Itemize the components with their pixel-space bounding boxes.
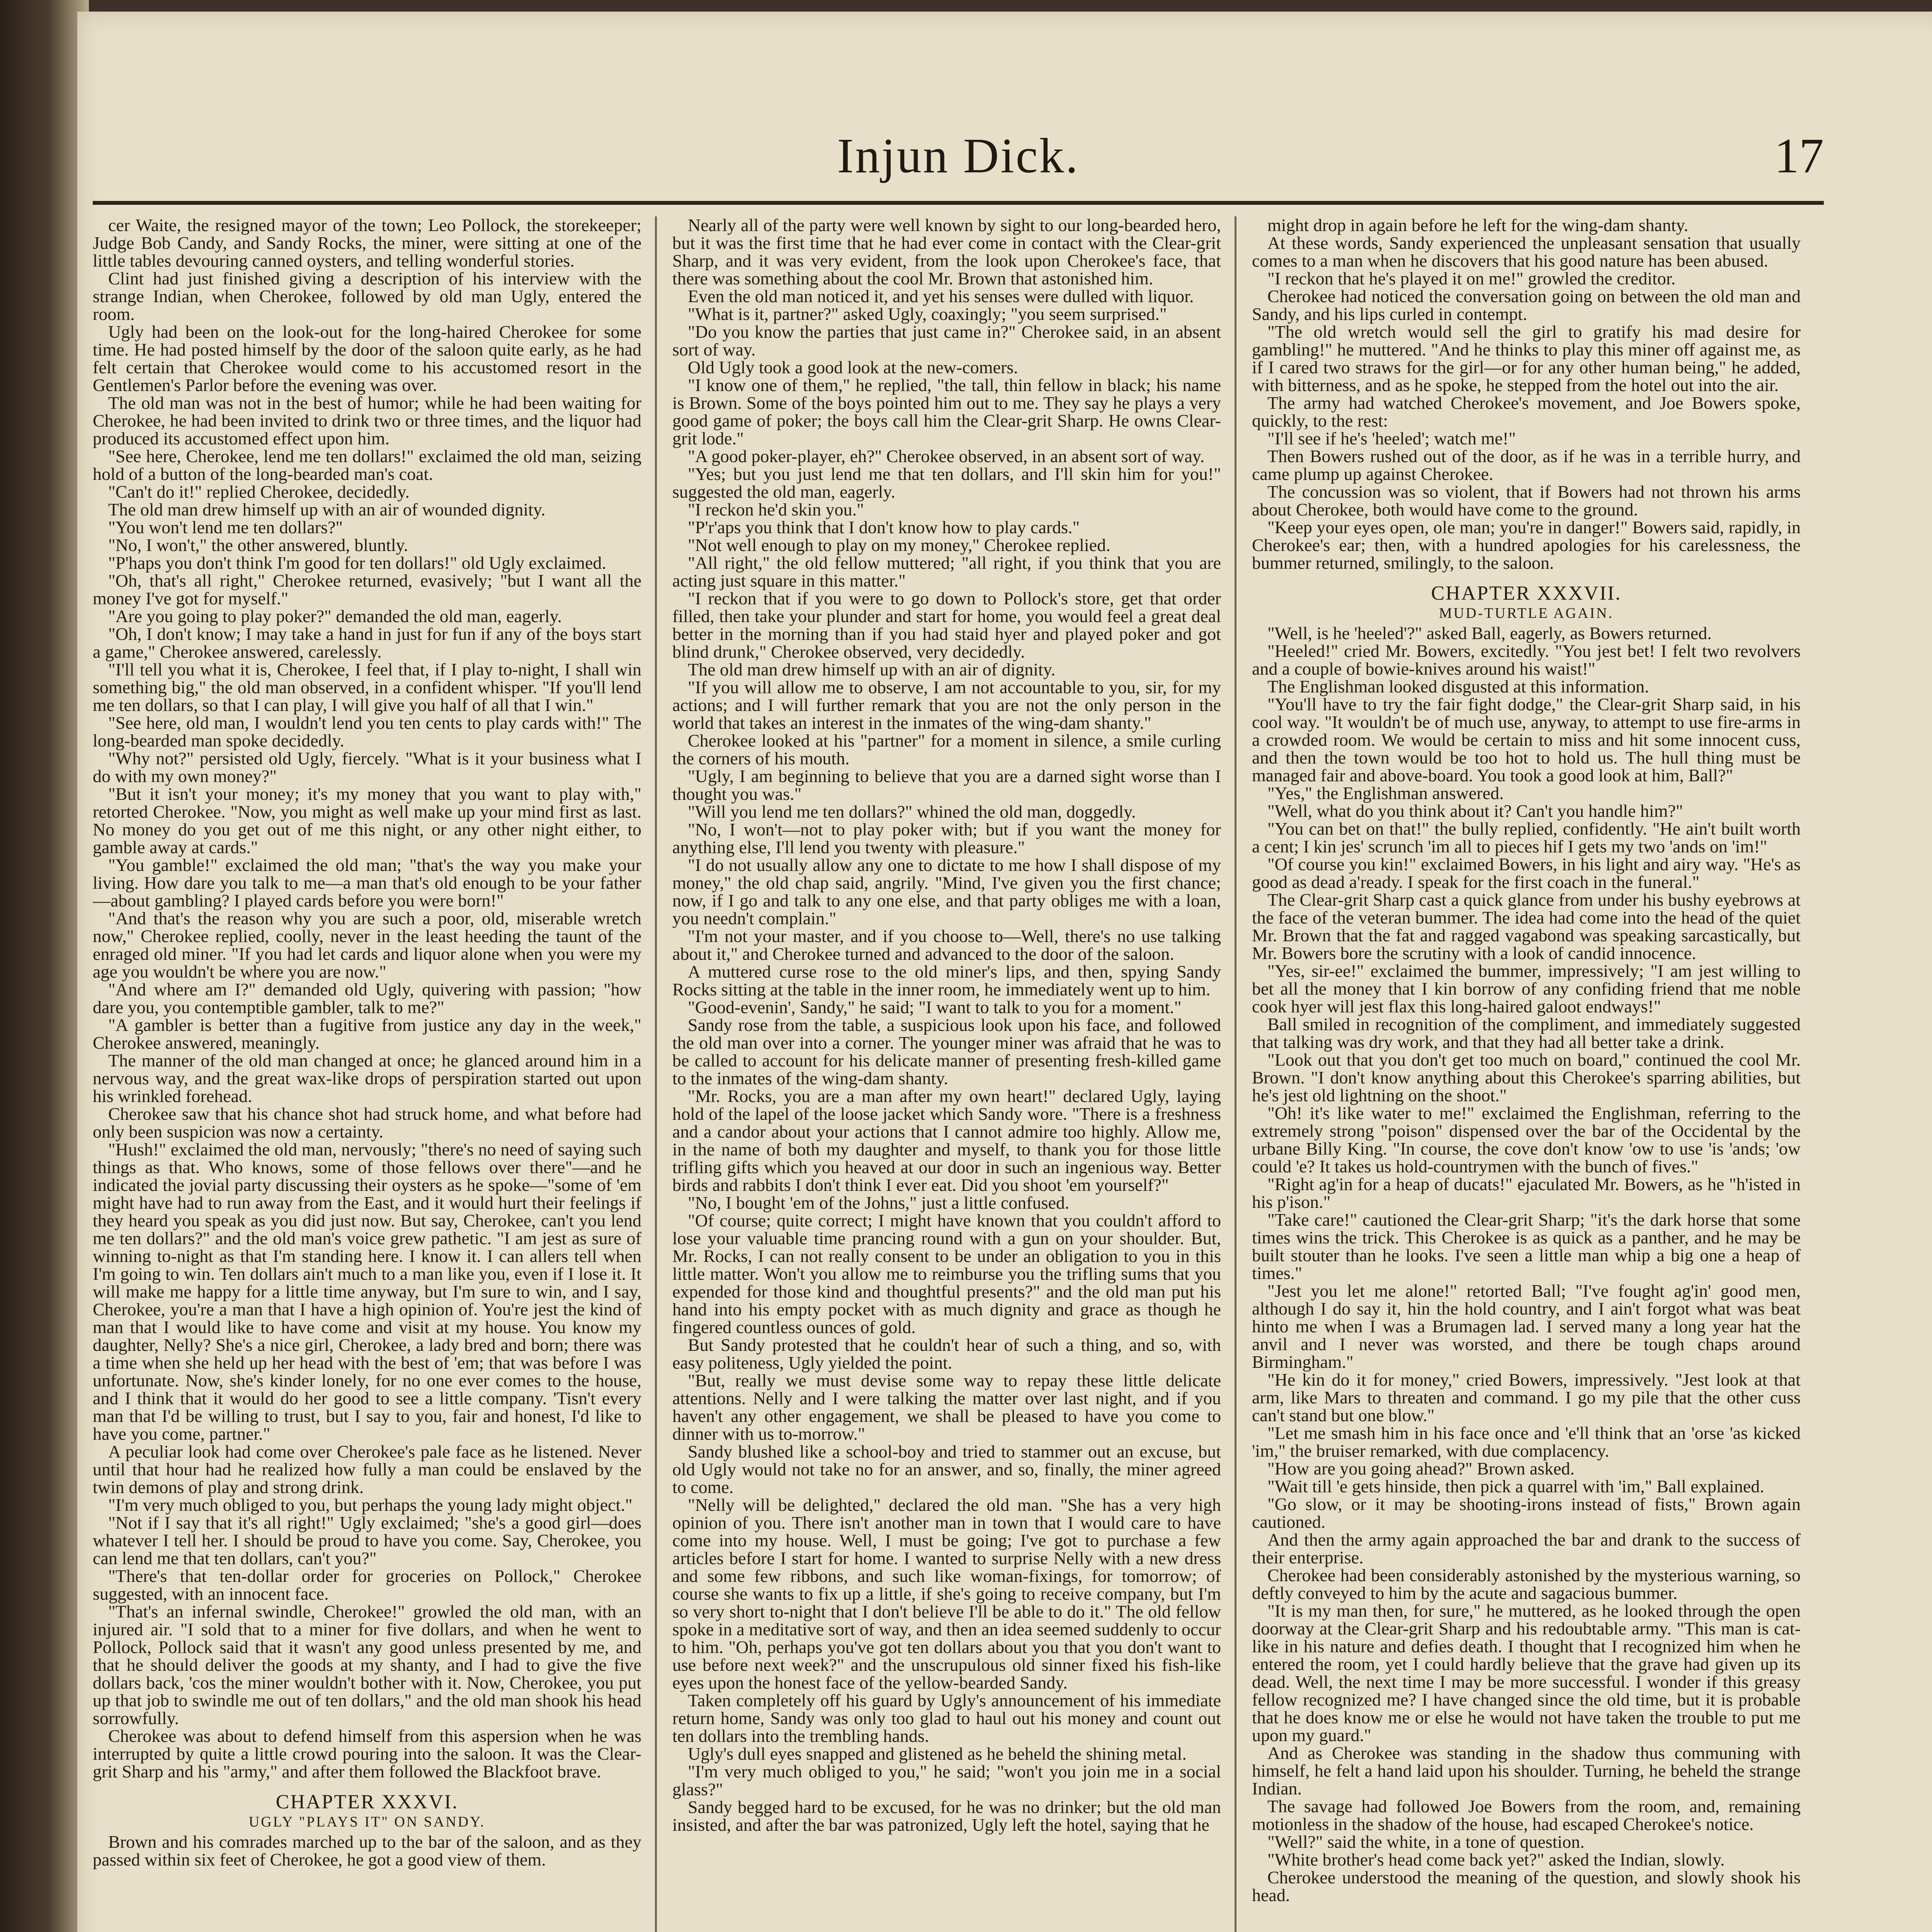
paragraph: The old man drew himself up with an air of dignity. — [688, 660, 1056, 679]
paragraph: "Go slow, or it may be shooting-irons instead of fists," Brown again cautioned. — [1252, 1494, 1801, 1532]
paragraph: "Well, is he 'heeled'?" asked Ball, eagerly, as Bowers returned. — [1267, 623, 1712, 643]
paragraph: "I reckon that he's played it on me!" growled the creditor. — [1267, 269, 1676, 288]
paragraph: "I'm very much obliged to you, but perhaps the young lady might object." — [108, 1495, 633, 1515]
paragraph: "Keep your eyes open, ole man; you're in danger!" Bowers said, rapidly, in Cherokee's ear; then, with a hundred apologies for his carelessness, the bummer returned, smilingly, to the saloon. — [1252, 517, 1801, 573]
paragraph: "Do you know the parties that just came in?" Cherokee said, in an absent sort of way. — [672, 322, 1221, 359]
paragraph: "I'm very much obliged to you," he said; "won't you join me in a social glass?" — [672, 1762, 1221, 1799]
page-number: 17 — [1774, 128, 1824, 183]
paragraph: "But, really we must devise some way to repay these little delicate attentions. Nelly and I were talking the matter over last night, and if you haven't any other engagement, we shall be pleased to have you come to dinner with us to-morrow." — [672, 1371, 1221, 1444]
paragraph: Cherokee was about to defend himself from this aspersion when he was interrupted by quite a little crowd pouring into the saloon. It was the Clear-grit Sharp and his "army," and after them followed the Blackfoot brave. — [93, 1726, 641, 1781]
header-rule — [93, 201, 1824, 205]
paragraph: Cherokee saw that his chance shot had struck home, and what before had only been suspicion was now a certainty. — [93, 1104, 641, 1141]
paragraph: The Clear-grit Sharp cast a quick glance from under his bushy eyebrows at the face of the veteran bummer. The idea had come into the head of the quiet Mr. Brown that the fat and ragged vagabond was speaking sarcastically, but Mr. Bowers bore the scrutiny with a look of candid innocence. — [1252, 890, 1801, 963]
paragraph: "You gamble!" exclaimed the old man; "that's the way you make your living. How dare you talk to me—a man that's old enough to be your father—about gambling? I played cards before you were born!" — [93, 855, 641, 910]
paragraph: "All right," the old fellow muttered; "all right, if you think that you are acting just square in this matter." — [672, 553, 1221, 590]
paragraph: But Sandy protested that he couldn't hear of such a thing, and so, with easy politeness, Ugly yielded the point. — [672, 1335, 1221, 1372]
paragraph: "No, I won't," the other answered, bluntly. — [108, 535, 408, 555]
paragraph: "See here, Cherokee, lend me ten dollars!" exclaimed the old man, seizing hold of a button of the long-bearded man's coat. — [93, 446, 641, 484]
paragraph: The old man was not in the best of humor; while he had been waiting for Cherokee, he had been invited to drink two or three times, and the liquor had produced its accustomed effect upon him. — [93, 393, 641, 448]
paragraph: "How are you going ahead?" Brown asked. — [1267, 1459, 1575, 1478]
paragraph: Sandy rose from the table, a suspicious look upon his face, and followed the old man over into a corner. The younger miner was afraid that he was to be called to account for his delicate manner of presenting fresh-killed game to the inmates of the wing-dam shanty. — [672, 1015, 1221, 1088]
paragraph: "Look out that you don't get too much on board," continued the cool Mr. Brown. "I don't know anything about this Cherokee's sparring abilities, but he's jest old lightning on the shoot." — [1252, 1050, 1801, 1105]
paragraph: "Oh, that's all right," Cherokee returned, evasively; "but I want all the money I've got for myself." — [93, 571, 641, 608]
paragraph: And then the army again approached the bar and drank to the success of their enterprise. — [1252, 1530, 1801, 1567]
paragraph: "No, I won't—not to play poker with; but if you want the money for anything else, I'll lend you twenty with pleasure." — [672, 820, 1221, 857]
running-title: Injun Dick. — [837, 128, 1080, 183]
paragraph: "Let me smash him in his face once and 'e'll think that an 'orse 'as kicked 'im," the bruiser remarked, with due complacency. — [1252, 1423, 1801, 1461]
paragraph: "Yes, sir-ee!" exclaimed the bummer, impressively; "I am jest willing to bet all the money that I kin borrow of any confiding friend that me noble cook hyer will jest flax this long-haired galoot endways!" — [1252, 961, 1801, 1016]
paragraph: The Englishman looked disgusted at this information. — [1267, 677, 1649, 696]
paragraph: "No, I bought 'em of the Johns," just a little confused. — [688, 1193, 1070, 1213]
paragraph: "But it isn't your money; it's my money that you want to play with," retorted Cherokee. "Now, you might as well make up your mind first as last. No money do you get out of me this night, or any other night either, to gamble away at cards." — [93, 784, 641, 857]
paragraph: The savage had followed Joe Bowers from the room, and, remaining motionless in the shadow of the house, had escaped Cherokee's notice. — [1252, 1796, 1801, 1834]
chapter-heading: CHAPTER XXXVII. — [1431, 582, 1622, 604]
paragraph: The concussion was so violent, that if Bowers had not thrown his arms about Cherokee, both would have come to the ground. — [1252, 482, 1801, 519]
paragraph: "It is my man then, for sure," he muttered, as he looked through the open doorway at the Clear-grit Sharp and his redoubtable army. "This man is cat-like in his nature and defies death. I thought that I recognized him when he entered the room, yet I could hardly believe that the grave had given up its dead. Well, the next time I may be more successful. I wonder if this greasy fellow recognized me? I have changed since the old time, but it is probable that he does know me or else he would not have taken the trouble to put me upon my guard." — [1252, 1601, 1801, 1745]
paragraph: "And where am I?" demanded old Ugly, quivering with passion; "how dare you, you contemptible gambler, talk to me?" — [93, 980, 641, 1017]
paragraph: "Why not?" persisted old Ugly, fiercely. "What is it your business what I do with my own money?" — [93, 748, 641, 786]
paragraph: "You'll have to try the fair fight dodge," the Clear-grit Sharp said, in his cool way. "It wouldn't be of much use, anyway, to attempt to use fire-arms in a crowded room. We would be certain to miss and hit some innocent cuss, and then the town would be too hot to hold us. The hull thing must be managed fair and above-board. You took a good look at him, Ball?" — [1252, 694, 1801, 785]
paragraph: "Well?" said the white, in a tone of question. — [1267, 1832, 1585, 1852]
paragraph: "There's that ten-dollar order for groceries on Pollock," Cherokee suggested, with an innocent face. — [93, 1566, 641, 1604]
paragraph: "I reckon that if you were to go down to Pollock's store, get that order filled, then take your plunder and start for home, you would feel a great deal better in the morning than if you had staid hyer and played poker and got blind drunk," Cherokee observed, very decidedly. — [672, 588, 1221, 662]
paragraph: "What is it, partner?" asked Ugly, coaxingly; "you seem surprised." — [688, 304, 1167, 324]
text-column-left — [93, 216, 641, 1932]
paragraph: "Can't do it!" replied Cherokee, decidedly. — [108, 482, 410, 502]
paragraph: Sandy begged hard to be excused, for he was no drinker; but the old man insisted, and after the bar was patronized, Ugly left the hotel, saying that he — [672, 1797, 1221, 1835]
paragraph: The old man drew himself up with an air of wounded dignity. — [108, 500, 546, 519]
paragraph: "Well, what do you think about it? Can't you handle him?" — [1267, 801, 1683, 821]
paragraph: Ugly had been on the look-out for the long-haired Cherokee for some time. He had posted himself by the door of the saloon quite early, as he had felt certain that Cherokee would come to his accustomed resort in the Gentlemen's Parlor before the evening was over. — [93, 322, 641, 395]
paragraph: "He kin do it for money," cried Bowers, impressively. "Jest look at that arm, like Mars to threaten and command. I go my pile that the other cuss can't stand but one blow." — [1252, 1370, 1801, 1425]
page-header — [93, 128, 1824, 189]
paragraph: "You can bet on that!" the bully replied, confidently. "He ain't built worth a cent; I kin jes' scrunch 'im all to pieces hif I gets my two 'ands on 'im!" — [1252, 819, 1801, 856]
column-divider — [655, 216, 657, 1932]
paragraph: At these words, Sandy experienced the unpleasant sensation that usually comes to a man when he discovers that his good nature has been abused. — [1252, 233, 1801, 270]
paragraph: "See here, old man, I wouldn't lend you ten cents to play cards with!" The long-bearded man spoke decidedly. — [93, 713, 641, 750]
book-spine — [0, 0, 89, 1932]
paragraph: Brown and his comrades marched up to the bar of the saloon, and as they passed within six feet of Cherokee, he got a good view of them. — [93, 1832, 641, 1869]
paragraph: "Are you going to play poker?" demanded the old man, eagerly. — [108, 606, 562, 626]
paragraph: "Take care!" cautioned the Clear-grit Sharp; "it's the dark horse that some times wins the trick. This Cherokee is as quick as a panther, and he may be built stouter than he looks. I've seen a little man whip a big one a heap of times." — [1252, 1210, 1801, 1283]
paragraph: cer Waite, the resigned mayor of the town; Leo Pollock, the storekeeper; Judge Bob Candy, and Sandy Rocks, the miner, were sitting at one of the little tables devouring canned oysters, and telling wonderful stories. — [93, 216, 641, 270]
paragraph: The army had watched Cherokee's movement, and Joe Bowers spoke, quickly, to the rest: — [1252, 393, 1801, 430]
paragraph: Cherokee had noticed the conversation going on between the old man and Sandy, and his lips curled in contempt. — [1252, 286, 1801, 324]
paragraph: "Oh, I don't know; I may take a hand in just for fun if any of the boys start a game," Cherokee answered, carelessly. — [93, 624, 641, 662]
paragraph: "Yes," the Englishman answered. — [1267, 783, 1504, 803]
paragraph: "If you will allow me to observe, I am not accountable to you, sir, for my actions; and I will further remark that you are not the only person in the world that takes an interest in the inmates of the wing-dam shanty." — [672, 677, 1221, 733]
paragraph: "Yes; but you just lend me that ten dollars, and I'll skin him for you!" suggested the old man, eagerly. — [672, 464, 1221, 502]
column-divider — [1235, 216, 1236, 1932]
paragraph: Cherokee had been considerably astonished by the mysterious warning, so deftly conveyed to him by the acute and sagacious bummer. — [1252, 1565, 1801, 1603]
chapter-heading: CHAPTER XXXVI. — [276, 1791, 459, 1813]
paragraph: "I know one of them," he replied, "the tall, thin fellow in black; his name is Brown. Some of the boys pointed him out to me. They say he plays a very good game of poker; the boys call him the Clear-grit Sharp. He owns Clear-grit lode." — [672, 375, 1221, 448]
paragraph: "Good-evenin', Sandy," he said; "I want to talk to you for a moment." — [688, 997, 1182, 1017]
paragraph: "White brother's head come back yet?" asked the Indian, slowly. — [1267, 1850, 1725, 1869]
chapter-subtitle: UGLY "PLAYS IT" ON SANDY. — [248, 1814, 486, 1830]
paragraph: And as Cherokee was standing in the shadow thus communing with himself, he felt a hand laid upon his shoulder. Turning, he beheld the strange Indian. — [1252, 1743, 1801, 1798]
paragraph: Cherokee understood the meaning of the question, and slowly shook his head. — [1252, 1867, 1801, 1905]
paragraph: "I'll see if he's 'heeled'; watch me!" — [1267, 429, 1516, 448]
paragraph: "I do not usually allow any one to dictate to me how I shall dispose of my money," the old chap said, angrily. "Mind, I've given you the first chance; now, if I go and talk to any one else, and that party obliges me with a loan, you needn't complain." — [672, 855, 1221, 928]
paragraph: A peculiar look had come over Cherokee's pale face as he listened. Never until that hour had he realized how fully a man could be enslaved by the twin demons of play and strong drink. — [93, 1442, 641, 1497]
paragraph: "Of course; quite correct; I might have known that you couldn't afford to lose your valuable time prancing round with a gun on your shoulder. But, Mr. Rocks, I can not really consent to be under an obligation to you in this little matter. Won't you allow me to reimburse you the trifling sums that you expended for those kind and thoughtful presents?" and the old man put his hand into his empty pocket with as much dignity and grace as though he fingered countless ounces of gold. — [672, 1211, 1221, 1337]
paragraph: "A good poker-player, eh?" Cherokee observed, in an absent sort of way. — [688, 446, 1205, 466]
paragraph: Cherokee looked at his "partner" for a moment in silence, a smile curling the corners of his mouth. — [672, 731, 1221, 768]
paragraph: A muttered curse rose to the old miner's lips, and then, spying Sandy Rocks sitting at the table in the inner room, he immediately went up to him. — [672, 962, 1221, 999]
paragraph: "Mr. Rocks, you are a man after my own heart!" declared Ugly, laying hold of the lapel of the loose jacket which Sandy wore. "There is a freshness and a candor about your actions that I cannot admire too highly. Allow me, in the name of both my daughter and myself, to thank you for those little trifling gifts which you heaved at our door in such an ingenious way. Better birds and rabbits I don't think I ever eat. Did you shoot 'em yourself?" — [672, 1086, 1221, 1195]
paragraph: "Will you lend me ten dollars?" whined the old man, doggedly. — [688, 802, 1136, 821]
paragraph: "Wait till 'e gets hinside, then pick a quarrel with 'im," Ball explained. — [1267, 1476, 1764, 1496]
paragraph: "That's an infernal swindle, Cherokee!" growled the old man, with an injured air. "I sold that to a miner for five dollars, and when he went to Pollock, Pollock said that it wasn't any good unless presented by me, and that he should deliver the goods at my shanty, and I had to give the five dollars back, 'cos the miner wouldn't bother with it. Now, Cherokee, you put up that job to swindle me out of ten dollars," and the old man shook his head sorrowfully. — [93, 1602, 641, 1728]
paragraph: "Ugly, I am beginning to believe that you are a darned sight worse than I thought you was." — [672, 766, 1221, 804]
paragraph: "I'll tell you what it is, Cherokee, I feel that, if I play to-night, I shall win something big," the old man observed, in a confident whisper. "If you'll lend me ten dollars, so that I can play, I will give you half of all that I win." — [93, 660, 641, 715]
paragraph: "Heeled!" cried Mr. Bowers, excitedly. "You jest bet! I felt two revolvers and a couple of bowie-knives around his waist!" — [1252, 641, 1801, 679]
paragraph: "You won't lend me ten dollars?" — [108, 517, 343, 537]
paragraph: "P'r'aps you think that I don't know how to play cards." — [688, 517, 1080, 537]
paragraph: "Not if I say that it's all right!" Ugly exclaimed; "she's a good girl—does whatever I tell her. I should be proud to have you come. Say, Cherokee, you can lend me that ten dollars, can't you?" — [93, 1513, 641, 1568]
paragraph: "Nelly will be delighted," declared the old man. "She has a very high opinion of you. There isn't another man in town that I would care to have come into my house. Well, I must be going; I've got to purchase a few articles before I start for home. I wanted to surprise Nelly with a new dress and some few ribbons, and such like woman-fixings, for tomorrow; of course she wants to fix up a little, if she's going to receive company, but I'm so very short to-night that I don't believe I'll be able to do it." The old fellow spoke in a meditative sort of way, and then an idea seemed suddenly to occur to him. "Oh, perhaps you've got ten dollars about you that you don't want to use before next week?" and the unscrupulous old sinner fixed his fish-like eyes upon the honest face of the yellow-bearded Sandy. — [672, 1495, 1221, 1692]
paragraph: "Not well enough to play on my money," Cherokee replied. — [688, 535, 1111, 555]
chapter-subtitle: MUD-TURTLE AGAIN. — [1439, 605, 1614, 621]
paragraph: Nearly all of the party were well known by sight to our long-bearded hero, but it was the first time that he had ever come in contact with the Clear-grit Sharp, and it was very evident, from the look upon Cherokee's face, that there was something about the cool Mr. Brown that astonished him. — [672, 216, 1221, 288]
paragraph: Taken completely off his guard by Ugly's announcement of his immediate return home, Sandy was only too glad to haul out his money and count out ten dollars into the trembling hands. — [672, 1690, 1221, 1746]
paragraph: Old Ugly took a good look at the new-comers. — [688, 357, 1018, 377]
paragraph: Clint had just finished giving a description of his interview with the strange Indian, when Cherokee, followed by old man Ugly, entered the room. — [93, 269, 641, 324]
paragraph: "Jest you let me alone!" retorted Ball; "I've fought ag'in' good men, although I do say it, hin the hold country, and I ain't forgot what was beat hinto me when I was a Brumagen lad. I served many a long year hat the anvil and I never was worsted, and there be tough chaps around Birmingham." — [1252, 1281, 1801, 1372]
paragraph: "Oh! it's like water to me!" exclaimed the Englishman, referring to the extremely strong "poison" dispensed over the bar of the Occidental by the urbane Billy King. "In course, the cove don't know 'ow to use 'is 'ands; 'ow could 'e? It takes us hold-countrymen with the bunch of fives." — [1252, 1103, 1801, 1176]
paragraph: Sandy blushed like a school-boy and tried to stammer out an excuse, but old Ugly would not take no for an answer, and so, finally, the miner agreed to come. — [672, 1442, 1221, 1497]
paragraph: "Of course you kin!" exclaimed Bowers, in his light and airy way. "He's as good as dead a'ready. I speak for the first coach in the funeral." — [1252, 854, 1801, 892]
paragraph: might drop in again before he left for the wing-dam shanty. — [1267, 216, 1689, 235]
paragraph: "I reckon he'd skin you." — [688, 500, 864, 519]
paragraph: "I'm not your master, and if you choose to—Well, there's no use talking about it," and Cherokee turned and advanced to the door of the saloon. — [672, 926, 1221, 964]
paragraph: Even the old man noticed it, and yet his senses were dulled with liquor. — [688, 286, 1194, 306]
paragraph: Ball smiled in recognition of the compliment, and immediately suggested that talking was dry work, and that they had all better take a drink. — [1252, 1014, 1801, 1052]
paragraph: "Hush!" exclaimed the old man, nervously; "there's no need of saying such things as that. Who knows, some of those fellows over there"—and he indicated the jovial party discussing their oysters as he spoke—"some of 'em might have had to run away from the East, and it would hurt their feelings if they heard you speak as you did just now. But say, Cherokee, can't you lend me ten dollars?" and the old man's voice grew pathetic. "I am jest as sure of winning to-night as that I'm standing here. I know it. I can allers tell when I'm going to win. Ten dollars ain't much to a man like you, even if I lose it. It will make me happy for a little time anyway, but I'm sure to win, and I say, Cherokee, you're a man that I have a high opinion of. You're jest the kind of man that I would like to have come and visit at my house. You know my daughter, Nelly? She's a nice girl, Cherokee, a lady bred and born; there was a time when she held up her head with the best of 'em; that was before I was unfortunate. Now, she's kinder lonely, for no one ever comes to the house, and I think that it would do her good to see a little company. 'Tisn't every man that I'd be willing to trust, but I say to you, fair and honest, I'd like to have you come, partner." — [93, 1139, 641, 1444]
text-column-middle — [672, 216, 1221, 1932]
paragraph: "A gambler is better than a fugitive from justice any day in the week," Cherokee answered, meaningly. — [93, 1015, 641, 1053]
paragraph: Ugly's dull eyes snapped and glistened as he beheld the shining metal. — [688, 1744, 1187, 1764]
paragraph: "Right ag'in for a heap of ducats!" ejaculated Mr. Bowers, as he "h'isted in his p'ison." — [1252, 1174, 1801, 1212]
paragraph: "P'haps you don't think I'm good for ten dollars!" old Ugly exclaimed. — [108, 553, 606, 573]
paragraph: "The old wretch would sell the girl to gratify his mad desire for gambling!" he muttered. "And he thinks to play this miner off against me, as if I cared two straws for the girl—or for any other human being," he added, with bitterness, and as he spoke, he stepped from the hotel out into the air. — [1252, 322, 1801, 395]
paragraph: The manner of the old man changed at once; he glanced around him in a nervous way, and the great wax-like drops of perspiration started out upon his wrinkled forehead. — [93, 1051, 641, 1106]
text-column-right — [1252, 216, 1801, 1932]
paragraph: "And that's the reason why you are such a poor, old, miserable wretch now," Cherokee replied, coolly, never in the least heeding the taunt of the enraged old miner. "If you had let cards and liquor alone when you were my age you wouldn't be where you are now." — [93, 908, 641, 981]
paragraph: Then Bowers rushed out of the door, as if he was in a terrible hurry, and came plump up against Cherokee. — [1252, 446, 1801, 484]
